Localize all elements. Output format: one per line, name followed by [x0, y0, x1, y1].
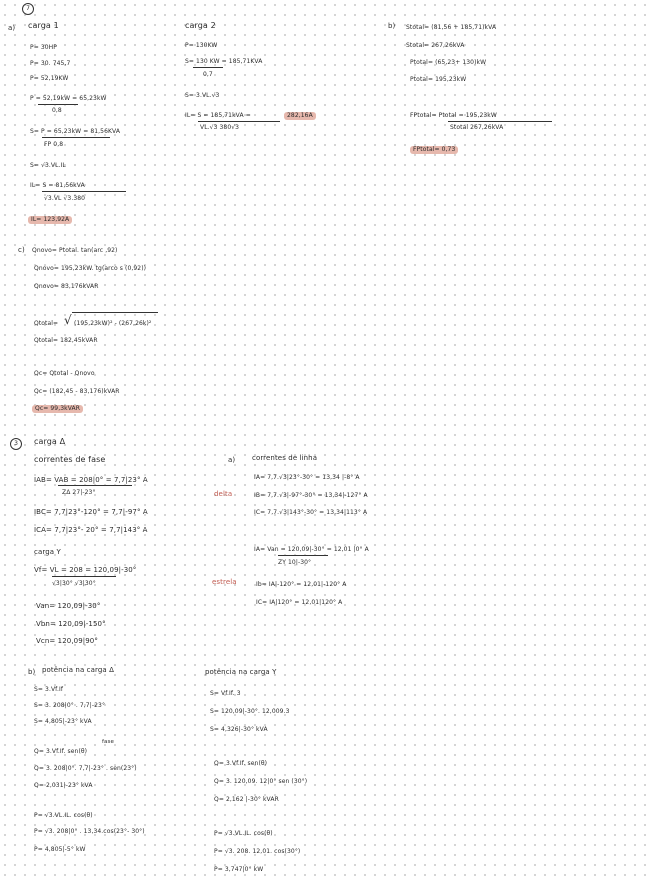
py-2: S= 120,09|-30°. 12,009.3 [210, 708, 290, 715]
c1-p-den: 0,8 [52, 107, 62, 114]
c1-p-eq: P = 52,19kW = 65,23kW [30, 95, 107, 102]
ic-y: IC= IA|120° = 12,01|120° A [256, 599, 343, 606]
c1-il-den: √3.VL √3.380 [44, 195, 86, 202]
fase-note: fase [102, 739, 114, 745]
c2-p: P= 130KW [185, 42, 218, 49]
b-line-4: Ptotal= 195,23kW [410, 76, 467, 83]
section-3-number: 3 [10, 438, 22, 450]
c2-il-den: VL.√3 380√3 [200, 124, 240, 131]
pty-1: P= √3.VL.IL. cos(θ) [214, 830, 273, 837]
pty-2: P= √3. 208. 12,01. cos(30°) [214, 848, 301, 855]
ia-y-den: ZY 10|-30° [278, 559, 312, 566]
pd-3: S= 4,805|-23° kVA [34, 718, 92, 725]
c2-s-den: 0,7 [203, 71, 213, 78]
c-qtotal-2: Qtotal= 182,45kVAR [34, 337, 98, 344]
qd-3: Q= 2,031|-23° kVA [34, 782, 93, 789]
qy-1: Q= 3.Vf.If. sen(θ) [214, 760, 268, 767]
c-qc-result: Qc= 99,3kVAR [32, 405, 83, 413]
b-fp-eq: FPtotal= Ptotal = 195,23kW [410, 112, 497, 119]
correntes-fase-title: correntes de fase [34, 455, 106, 464]
b-line-2: Stotal= 267,26kVA [406, 42, 465, 49]
qy-2: Q= 3. 120,09. 12|0° sen (30°) [214, 778, 308, 785]
delta-label: delta [214, 490, 233, 498]
ibc-eq: IBC= 7,7|23°-120° = 7,7|-97° A [34, 508, 148, 516]
vf-eq: Vf= VL = 208 = 120,09|-30° [34, 566, 137, 574]
c-line-1: Qnovo= Ptotal. tan(arc ,92) [32, 247, 118, 254]
c-qtotal-sqrt: (195,23kW)² - (267,26k)² [74, 320, 152, 327]
c1-line-3: P= 52,19KW [30, 75, 69, 82]
iab-den: ZΔ 27|-23° [62, 489, 96, 496]
ptd-1: P= √3.VL.IL. cos(θ) [34, 812, 93, 819]
c2-s2: S= 3.VL.√3 [185, 92, 220, 99]
b-line-3: Ptotal= (65,23+ 130)kW [410, 59, 487, 66]
vf-den: √3|30° √3|30° [52, 580, 96, 587]
c1-line-1: P= 30HP [30, 44, 58, 51]
ia-delta: IA= 7,7.√3|23°-30° = 13,34 |-8° A [254, 474, 360, 481]
c-line-3: Qnovo= 83,176kVAR [34, 283, 99, 290]
ib-y: Ib= IA|-120° = 12,01|-120° A [256, 581, 347, 588]
c-qc-2: Qc= (182,45 - 83,176)kVAR [34, 388, 120, 395]
c1-s-eq: S= P = 65,23kW = 81,56KVA [30, 128, 121, 135]
potencia-delta-title: potência na carga Δ [42, 666, 115, 674]
part-a-label: a) [8, 24, 16, 32]
ptd-2: P= √3. 208|0° . 13,34.cos(23°- 30°) [34, 828, 145, 835]
c1-s-den: FP 0,8 [44, 141, 64, 148]
part-c-label: c) [18, 246, 25, 254]
qd-1: Q= 3.Vf.If. sen(θ) [34, 748, 88, 755]
c1-il-result: IL= 123,92A [28, 216, 72, 224]
py-1: S= Vf.If. 3 [210, 690, 241, 697]
part-b-label: b) [388, 22, 396, 30]
page-number: 7 [22, 3, 34, 15]
c1-il-eq: IL= S = 81,56kVA [30, 182, 85, 189]
sqrt-icon: √ [64, 313, 72, 327]
pd-2: S= 3. 208|0° . 7,7|-23° [34, 702, 106, 709]
pd-1: S= 3.Vf.If [34, 686, 64, 693]
potencia-y-title: potência na carga Y [205, 668, 277, 676]
b-line-1: Stotal= (81,56 + 185,71)kVA [406, 24, 497, 31]
qd-2: Q= 3. 208|0°. 7,7|-23° . sen(23°) [34, 765, 137, 772]
carga-delta-title: carga Δ [34, 437, 66, 446]
ptd-3: P= 4,805|-5° kW [34, 846, 86, 853]
part-b2-label: b) [28, 668, 36, 676]
ib-delta: IB= 7,7.√3|-97°-30° = 13,34|-127° A [254, 492, 368, 499]
carga-y-title: carga Y [34, 548, 61, 556]
qy-3: Q= 2,162 |-30° kVAR [214, 796, 279, 803]
estrela-label: estrela [212, 578, 237, 586]
b-fp-den: Stotal 267,26kVA [450, 124, 504, 131]
b-fp-result: FPtotal= 0,73 [410, 146, 458, 154]
c-qtotal-label: Qtotal= [34, 320, 59, 327]
carga2-title: carga 2 [185, 21, 216, 30]
iab-eq: IAB= VAB = 208|0° = 7,7|23° A [34, 476, 148, 484]
c2-il-eq: IL= S = 185,71kVA = [185, 112, 251, 119]
ia-y: IA= Van = 120,09|-30° = 12,01 |0° A [254, 546, 369, 553]
carga1-title: carga 1 [28, 21, 59, 30]
c-line-2: Qnovo= 195,23kW. tg(arco s (0,92)) [34, 265, 147, 272]
correntes-linha-title: correntes de linha [252, 454, 318, 462]
ica-eq: ICA= 7,7|23°- 20° = 7,7|143° A [34, 526, 148, 534]
c1-line-2: P= 30. 745,7 [30, 60, 71, 67]
ic-delta: IC= 7,7.√3|143°-30° = 13,34|113° A [254, 509, 368, 516]
part-a2-label: a) [228, 456, 236, 464]
vcn: Vcn= 120,09|90° [36, 637, 98, 645]
van: Van= 120,09|-30° [36, 602, 101, 610]
vbn: Vbn= 120,09|-150° [36, 620, 106, 628]
pty-3: P= 3,747|0° kW [214, 866, 264, 873]
py-3: S= 4,326|-30° kVA [210, 726, 268, 733]
c-qc-1: Qc= Qtotal - Qnovo [34, 370, 95, 377]
c2-il-result: 282,16A [284, 112, 316, 120]
c2-s-eq: S= 130 KW = 185,71KVA [185, 58, 263, 65]
c1-s2: S= √3.VL.IL [30, 162, 66, 169]
